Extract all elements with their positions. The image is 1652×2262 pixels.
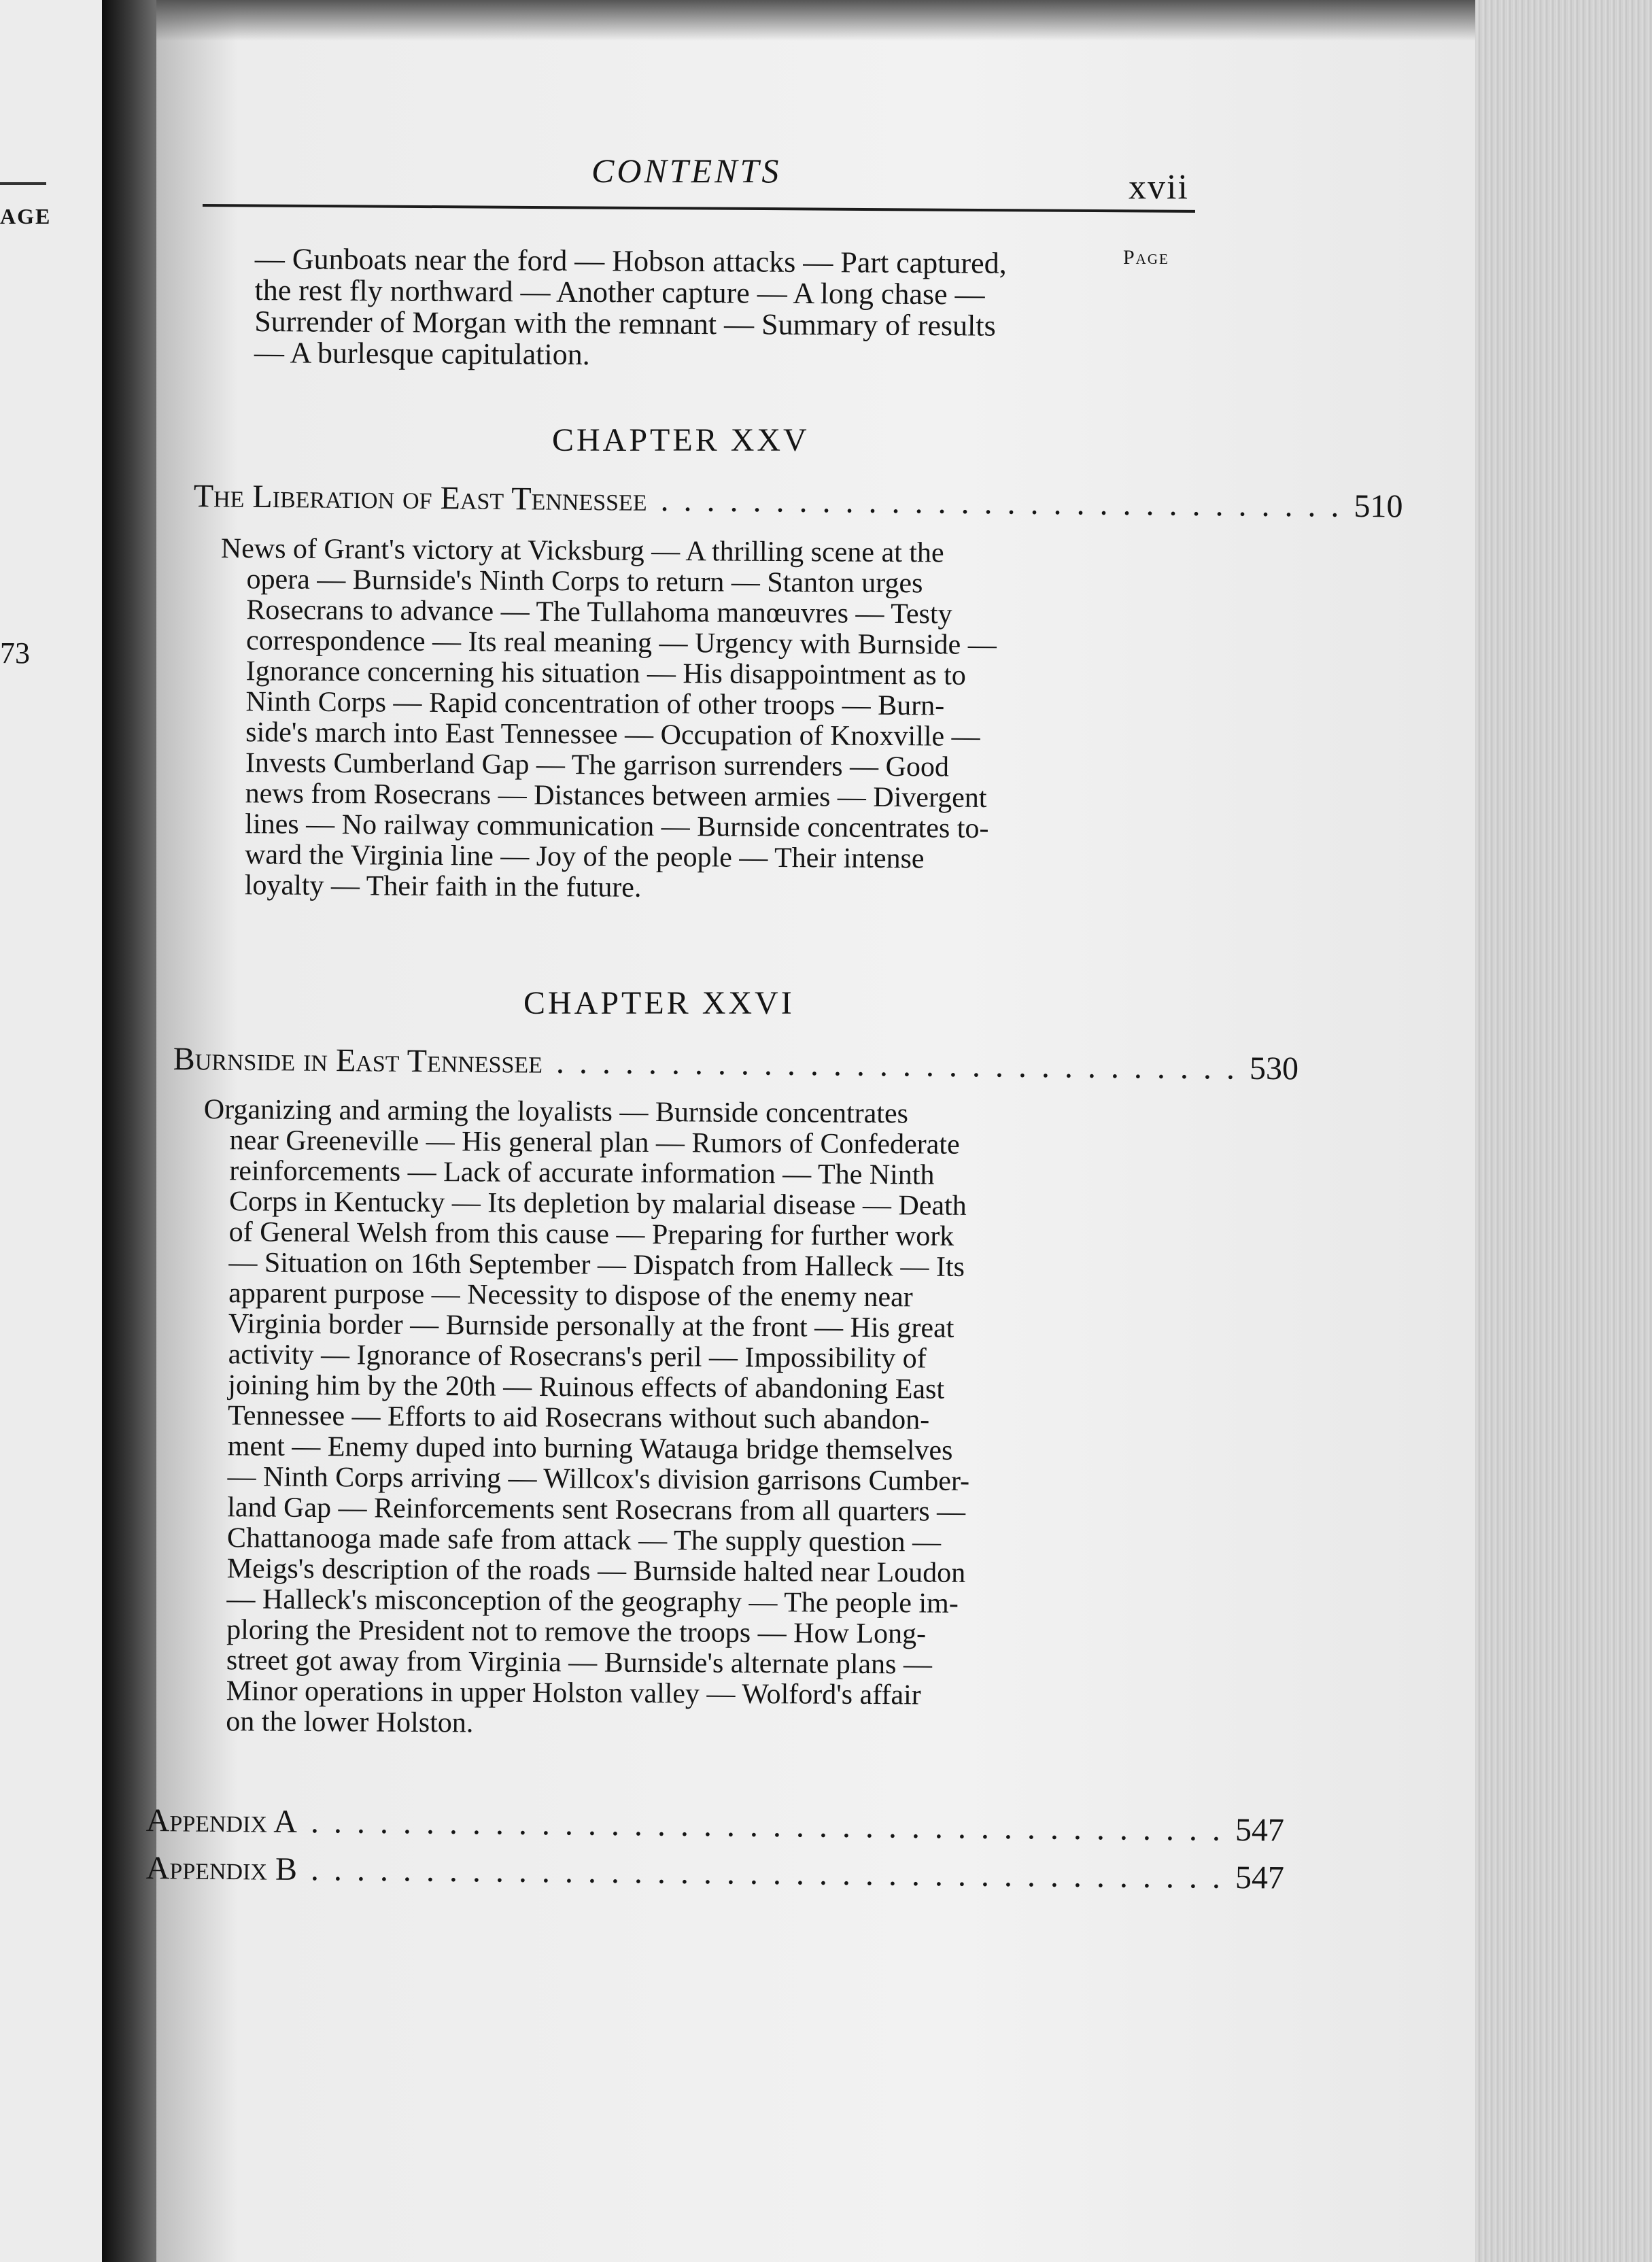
- chapter-25-heading: CHAPTER XXV: [552, 422, 810, 458]
- dot-leader: ..............................: [660, 481, 1354, 524]
- summary-line: of General Welsh from this cause — Preparing for further work: [228, 1216, 954, 1252]
- summary-line: loyalty — Their faith in the future.: [244, 870, 642, 904]
- summary-line: ploring the President not to remove the troops — How Long-: [226, 1614, 927, 1650]
- summary-line: Surrender of Morgan with the remnant — Summary of results: [254, 304, 996, 343]
- summary-line: — Halleck's misconception of the geography — The people im-: [226, 1583, 959, 1620]
- chapter-26-summary: [200, 1095, 1064, 1743]
- appendix-a-title: Appendix A: [145, 1802, 298, 1840]
- summary-line: — Gunboats near the ford — Hobson attacks — Part captured,: [254, 242, 1007, 280]
- chapter-25-summary: [219, 534, 1084, 906]
- summary-line: ment — Enemy duped into burning Watauga bridge themselves: [227, 1430, 953, 1467]
- chapter-25-page: 510: [1354, 487, 1403, 525]
- summary-line: news from Rosecrans — Distances between armies — Divergent: [245, 778, 987, 814]
- chapter-26-title: Burnside in East Tennessee: [173, 1041, 543, 1080]
- dot-leader: ..............................: [555, 1044, 1250, 1086]
- dot-leader: ........................................: [310, 1851, 1236, 1896]
- appendix-b-page: 547: [1235, 1859, 1285, 1896]
- page-folio: xvii: [1129, 168, 1189, 207]
- running-head: CONTENTS: [591, 152, 782, 190]
- book-gutter: [102, 0, 156, 2262]
- summary-line: activity — Ignorance of Rosecrans's peril — Impossibility of: [228, 1339, 927, 1375]
- summary-line: Invests Cumberland Gap — The garrison surrenders — Good: [245, 747, 950, 783]
- summary-line: reinforcements — Lack of accurate information — The Ninth: [229, 1155, 935, 1191]
- summary-line: near Greeneville — His general plan — Rumors of Confederate: [229, 1125, 960, 1161]
- summary-line: — Ninth Corps arriving — Willcox's division garrisons Cumber-: [227, 1461, 970, 1497]
- summary-line: lines — No railway communication — Burnside concentrates to-: [245, 808, 989, 844]
- summary-line: Virginia border — Burnside personally at the front — His great: [228, 1308, 954, 1344]
- chapter-25-title: The Liberation of East Tennessee: [193, 477, 647, 518]
- summary-line: Rosecrans to advance — The Tullahoma manœuvres — Testy: [246, 594, 952, 630]
- page-column-label: Page: [1123, 246, 1169, 269]
- summary-line: Chattanooga made safe from attack — The supply question —: [226, 1522, 942, 1558]
- chapter-26-page: 530: [1249, 1050, 1299, 1087]
- dot-leader: ........................................: [310, 1804, 1236, 1848]
- appendix-a-page: 547: [1235, 1811, 1285, 1849]
- summary-line: land Gap — Reinforcements sent Rosecrans from all quarters —: [227, 1492, 966, 1528]
- summary-line: — Situation on 16th September — Dispatch from Halleck — Its: [228, 1247, 965, 1283]
- facing-page-rule: [0, 182, 46, 185]
- summary-line: correspondence — Its real meaning — Urgency with Burnside —: [245, 625, 997, 661]
- summary-line: apparent purpose — Necessity to dispose of the enemy near: [228, 1278, 913, 1314]
- summary-line: Minor operations in upper Holston valley — Wolford's affair: [226, 1675, 921, 1711]
- summary-line: ward the Virginia line — Joy of the people — Their intense: [244, 839, 925, 875]
- summary-line: News of Grant's victory at Vicksburg — A thrilling scene at the: [220, 533, 944, 569]
- appendix-b-title: Appendix B: [145, 1850, 298, 1887]
- page-top-shadow: [156, 0, 1475, 41]
- summary-line: Ninth Corps — Rapid concentration of other troops — Burn-: [245, 686, 945, 722]
- summary-line: Ignorance concerning his situation — His disappointment as to: [245, 655, 967, 691]
- summary-line: Tennessee — Efforts to aid Rosecrans without such abandon-: [227, 1400, 930, 1436]
- summary-line: Organizing and arming the loyalists — Burnside concentrates: [203, 1094, 909, 1130]
- summary-line: joining him by the 20th — Ruinous effects of abandoning East: [228, 1369, 945, 1405]
- facing-page-edge: [0, 0, 102, 2262]
- summary-line: the rest fly northward — Another capture — A long chase —: [254, 273, 985, 311]
- summary-line: — A burlesque capitulation.: [254, 335, 590, 372]
- summary-line: street got away from Virginia — Burnside's alternate plans —: [226, 1645, 933, 1681]
- summary-line: side's march into East Tennessee — Occupation of Knoxville —: [245, 717, 980, 753]
- facing-page-number-fragment: 73: [0, 636, 30, 670]
- summary-line: Corps in Kentucky — Its depletion by malarial disease — Death: [228, 1186, 967, 1222]
- summary-line: Meigs's description of the roads — Burnside halted near Loudon: [226, 1553, 966, 1589]
- facing-page-header-fragment: AGE: [0, 204, 52, 228]
- chapter-26-heading: CHAPTER XXVI: [523, 985, 795, 1021]
- summary-line: opera — Burnside's Ninth Corps to return — Stanton urges: [246, 564, 923, 600]
- continuation-summary: [254, 243, 1092, 374]
- summary-line: on the lower Holston.: [226, 1706, 474, 1739]
- page-stack-edge: [1475, 0, 1652, 2262]
